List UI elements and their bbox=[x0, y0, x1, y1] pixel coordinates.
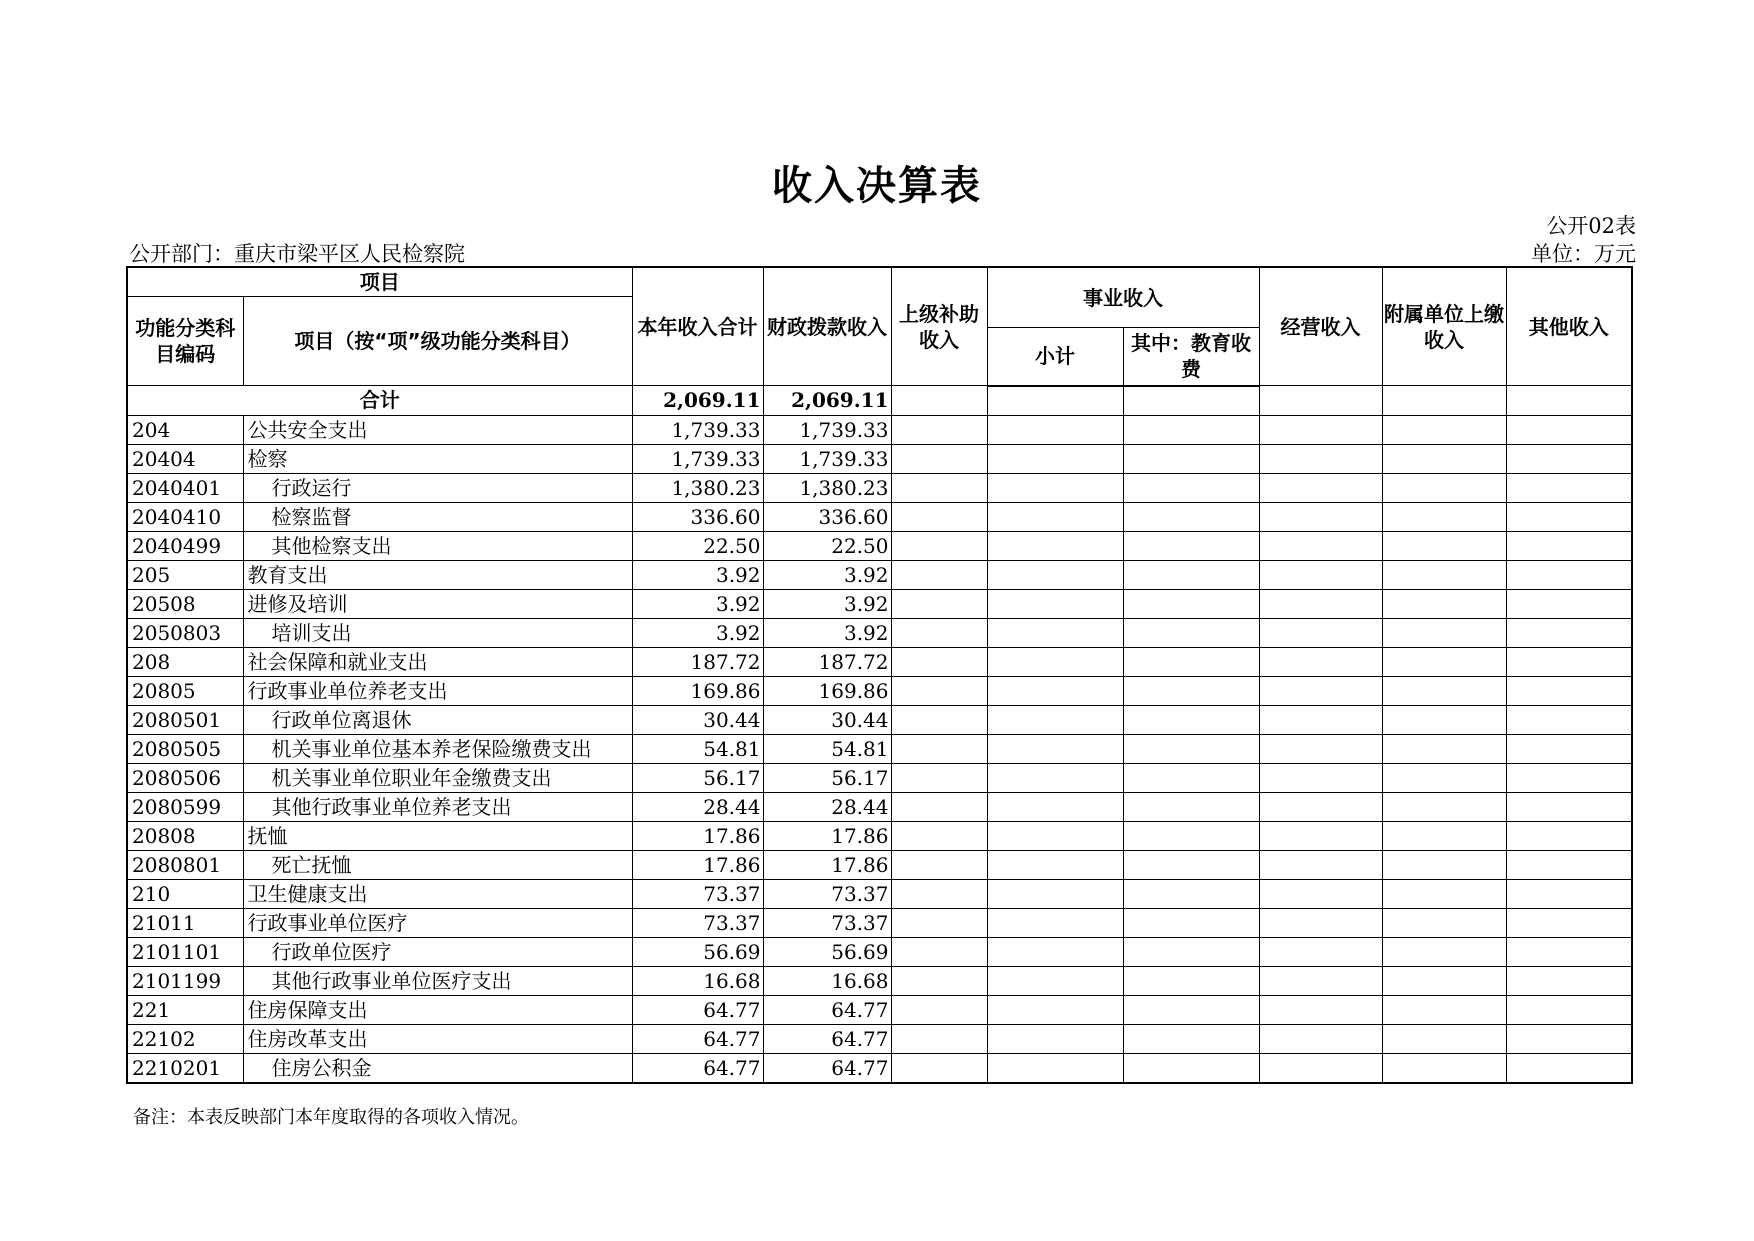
row-fiscal: 22.50 bbox=[763, 531, 891, 560]
row-code: 2080599 bbox=[127, 792, 243, 821]
empty-cell bbox=[891, 792, 987, 821]
row-fiscal: 16.68 bbox=[763, 966, 891, 995]
empty-cell bbox=[1123, 502, 1259, 531]
row-total-income: 17.86 bbox=[632, 850, 763, 879]
empty-cell bbox=[1382, 966, 1506, 995]
income-table bbox=[126, 266, 1633, 1084]
empty-cell bbox=[987, 966, 1123, 995]
empty-cell bbox=[1382, 1053, 1506, 1083]
row-name: 其他检察支出 bbox=[243, 531, 632, 560]
empty-cell bbox=[987, 705, 1123, 734]
header-total-income: 本年收入合计 bbox=[632, 267, 763, 386]
row-name: 行政单位医疗 bbox=[243, 937, 632, 966]
empty-cell bbox=[1259, 647, 1382, 676]
empty-cell bbox=[1506, 792, 1632, 821]
row-code: 2040499 bbox=[127, 531, 243, 560]
empty-cell bbox=[1123, 908, 1259, 937]
table-row bbox=[127, 792, 1632, 821]
empty-cell bbox=[891, 618, 987, 647]
row-name: 机关事业单位职业年金缴费支出 bbox=[243, 763, 632, 792]
table-row bbox=[127, 560, 1632, 589]
empty-cell bbox=[1382, 589, 1506, 618]
row-code: 20808 bbox=[127, 821, 243, 850]
total-label: 合计 bbox=[127, 386, 632, 416]
department-label: 公开部门：重庆市梁平区人民检察院 bbox=[129, 242, 465, 266]
row-total-income: 1,380.23 bbox=[632, 473, 763, 502]
header-fiscal: 财政拨款收入 bbox=[763, 267, 891, 386]
row-total-income: 28.44 bbox=[632, 792, 763, 821]
empty-cell bbox=[987, 908, 1123, 937]
empty-cell bbox=[1506, 734, 1632, 763]
empty-cell bbox=[1259, 531, 1382, 560]
empty-cell bbox=[1382, 995, 1506, 1024]
row-name: 机关事业单位基本养老保险缴费支出 bbox=[243, 734, 632, 763]
row-code: 2210201 bbox=[127, 1053, 243, 1083]
empty-cell bbox=[1506, 647, 1632, 676]
row-total-income: 73.37 bbox=[632, 879, 763, 908]
header-func-code: 功能分类科目编码 bbox=[127, 297, 243, 386]
row-fiscal: 64.77 bbox=[763, 1053, 891, 1083]
row-name: 其他行政事业单位医疗支出 bbox=[243, 966, 632, 995]
empty-cell bbox=[1382, 734, 1506, 763]
empty-cell bbox=[891, 589, 987, 618]
empty-cell bbox=[1259, 734, 1382, 763]
empty-cell bbox=[1259, 966, 1382, 995]
row-code: 2050803 bbox=[127, 618, 243, 647]
table-row bbox=[127, 850, 1632, 879]
empty-cell bbox=[1506, 502, 1632, 531]
empty-cell bbox=[1123, 937, 1259, 966]
empty-cell bbox=[1123, 386, 1259, 416]
table-row bbox=[127, 502, 1632, 531]
empty-cell bbox=[891, 734, 987, 763]
row-fiscal: 17.86 bbox=[763, 821, 891, 850]
empty-cell bbox=[987, 444, 1123, 473]
empty-cell bbox=[987, 589, 1123, 618]
empty-cell bbox=[987, 386, 1123, 416]
empty-cell bbox=[1123, 966, 1259, 995]
empty-cell bbox=[987, 415, 1123, 444]
empty-cell bbox=[1123, 589, 1259, 618]
row-name: 检察 bbox=[243, 444, 632, 473]
row-name: 社会保障和就业支出 bbox=[243, 647, 632, 676]
empty-cell bbox=[987, 792, 1123, 821]
row-total-income: 3.92 bbox=[632, 589, 763, 618]
row-code: 2040401 bbox=[127, 473, 243, 502]
empty-cell bbox=[1382, 850, 1506, 879]
empty-cell bbox=[1259, 444, 1382, 473]
row-name: 住房改革支出 bbox=[243, 1024, 632, 1053]
empty-cell bbox=[1506, 560, 1632, 589]
empty-cell bbox=[1259, 502, 1382, 531]
empty-cell bbox=[987, 1053, 1123, 1083]
empty-cell bbox=[1382, 705, 1506, 734]
empty-cell bbox=[1123, 850, 1259, 879]
empty-cell bbox=[1506, 1024, 1632, 1053]
table-row bbox=[127, 415, 1632, 444]
row-fiscal: 1,739.33 bbox=[763, 415, 891, 444]
empty-cell bbox=[1123, 1024, 1259, 1053]
row-total-income: 56.69 bbox=[632, 937, 763, 966]
row-fiscal: 17.86 bbox=[763, 850, 891, 879]
empty-cell bbox=[1506, 937, 1632, 966]
empty-cell bbox=[1382, 415, 1506, 444]
empty-cell bbox=[1506, 995, 1632, 1024]
empty-cell bbox=[987, 618, 1123, 647]
row-name: 行政事业单位养老支出 bbox=[243, 676, 632, 705]
empty-cell bbox=[1259, 676, 1382, 705]
empty-cell bbox=[1259, 1053, 1382, 1083]
row-name: 行政单位离退休 bbox=[243, 705, 632, 734]
unit-label: 单位：万元 bbox=[1531, 242, 1636, 266]
row-code: 2080501 bbox=[127, 705, 243, 734]
row-total-income: 73.37 bbox=[632, 908, 763, 937]
row-code: 210 bbox=[127, 879, 243, 908]
row-code: 20404 bbox=[127, 444, 243, 473]
empty-cell bbox=[1506, 531, 1632, 560]
empty-cell bbox=[1123, 821, 1259, 850]
row-code: 205 bbox=[127, 560, 243, 589]
empty-cell bbox=[1382, 908, 1506, 937]
row-fiscal: 187.72 bbox=[763, 647, 891, 676]
empty-cell bbox=[1382, 386, 1506, 416]
empty-cell bbox=[1259, 879, 1382, 908]
empty-cell bbox=[987, 1024, 1123, 1053]
empty-cell bbox=[1382, 502, 1506, 531]
row-code: 2101199 bbox=[127, 966, 243, 995]
header-superior-subsidy: 上级补助收入 bbox=[891, 267, 987, 386]
row-code: 221 bbox=[127, 995, 243, 1024]
row-code: 2040410 bbox=[127, 502, 243, 531]
row-fiscal: 28.44 bbox=[763, 792, 891, 821]
row-name: 行政事业单位医疗 bbox=[243, 908, 632, 937]
table-row bbox=[127, 444, 1632, 473]
row-code: 204 bbox=[127, 415, 243, 444]
row-name: 住房保障支出 bbox=[243, 995, 632, 1024]
empty-cell bbox=[1259, 589, 1382, 618]
row-name: 死亡抚恤 bbox=[243, 850, 632, 879]
row-name: 行政运行 bbox=[243, 473, 632, 502]
row-code: 2080506 bbox=[127, 763, 243, 792]
table-row bbox=[127, 821, 1632, 850]
empty-cell bbox=[891, 1024, 987, 1053]
row-fiscal: 56.69 bbox=[763, 937, 891, 966]
empty-cell bbox=[1506, 908, 1632, 937]
empty-cell bbox=[891, 763, 987, 792]
row-fiscal: 64.77 bbox=[763, 1024, 891, 1053]
row-fiscal: 30.44 bbox=[763, 705, 891, 734]
row-name: 公共安全支出 bbox=[243, 415, 632, 444]
table-row bbox=[127, 734, 1632, 763]
empty-cell bbox=[1123, 560, 1259, 589]
row-code: 2101101 bbox=[127, 937, 243, 966]
empty-cell bbox=[1123, 995, 1259, 1024]
row-name: 其他行政事业单位养老支出 bbox=[243, 792, 632, 821]
empty-cell bbox=[987, 879, 1123, 908]
row-total-income: 30.44 bbox=[632, 705, 763, 734]
empty-cell bbox=[987, 763, 1123, 792]
page-title: 收入决算表 bbox=[772, 163, 982, 209]
total-row bbox=[127, 386, 1632, 416]
table-row bbox=[127, 705, 1632, 734]
empty-cell bbox=[1506, 618, 1632, 647]
row-total-income: 3.92 bbox=[632, 618, 763, 647]
empty-cell bbox=[1123, 792, 1259, 821]
empty-cell bbox=[1382, 821, 1506, 850]
row-name: 检察监督 bbox=[243, 502, 632, 531]
empty-cell bbox=[1123, 647, 1259, 676]
empty-cell bbox=[987, 502, 1123, 531]
row-fiscal: 54.81 bbox=[763, 734, 891, 763]
table-row bbox=[127, 473, 1632, 502]
empty-cell bbox=[1259, 937, 1382, 966]
row-fiscal: 64.77 bbox=[763, 995, 891, 1024]
empty-cell bbox=[1382, 531, 1506, 560]
empty-cell bbox=[891, 705, 987, 734]
empty-cell bbox=[1123, 618, 1259, 647]
empty-cell bbox=[891, 444, 987, 473]
row-total-income: 187.72 bbox=[632, 647, 763, 676]
table-row bbox=[127, 908, 1632, 937]
empty-cell bbox=[891, 1053, 987, 1083]
form-code: 公开02表 bbox=[1546, 214, 1636, 238]
row-total-income: 1,739.33 bbox=[632, 444, 763, 473]
empty-cell bbox=[1506, 705, 1632, 734]
empty-cell bbox=[891, 531, 987, 560]
empty-cell bbox=[987, 734, 1123, 763]
row-name: 卫生健康支出 bbox=[243, 879, 632, 908]
row-total-income: 1,739.33 bbox=[632, 415, 763, 444]
table-row bbox=[127, 995, 1632, 1024]
table-row bbox=[127, 966, 1632, 995]
row-fiscal: 3.92 bbox=[763, 560, 891, 589]
table-row bbox=[127, 676, 1632, 705]
header-education-fee: 其中：教育收费 bbox=[1123, 328, 1259, 386]
empty-cell bbox=[1123, 705, 1259, 734]
empty-cell bbox=[891, 937, 987, 966]
empty-cell bbox=[1259, 908, 1382, 937]
header-operating-income: 经营收入 bbox=[1259, 267, 1382, 386]
row-total-income: 54.81 bbox=[632, 734, 763, 763]
total-income-total: 2,069.11 bbox=[632, 386, 763, 416]
empty-cell bbox=[987, 473, 1123, 502]
row-fiscal: 73.37 bbox=[763, 879, 891, 908]
empty-cell bbox=[1506, 879, 1632, 908]
header-item-name: 项目（按“项”级功能分类科目） bbox=[243, 297, 632, 386]
empty-cell bbox=[987, 531, 1123, 560]
empty-cell bbox=[1506, 821, 1632, 850]
empty-cell bbox=[1382, 879, 1506, 908]
empty-cell bbox=[1506, 444, 1632, 473]
empty-cell bbox=[987, 560, 1123, 589]
table-note: 备注：本表反映部门本年度取得的各项收入情况。 bbox=[133, 1107, 529, 1128]
table-row bbox=[127, 879, 1632, 908]
empty-cell bbox=[1123, 531, 1259, 560]
row-total-income: 64.77 bbox=[632, 1024, 763, 1053]
row-name: 抚恤 bbox=[243, 821, 632, 850]
empty-cell bbox=[987, 676, 1123, 705]
empty-cell bbox=[1259, 995, 1382, 1024]
empty-cell bbox=[1506, 589, 1632, 618]
header-project: 项目 bbox=[127, 267, 632, 297]
empty-cell bbox=[987, 850, 1123, 879]
row-code: 21011 bbox=[127, 908, 243, 937]
row-total-income: 17.86 bbox=[632, 821, 763, 850]
empty-cell bbox=[1382, 473, 1506, 502]
empty-cell bbox=[1123, 763, 1259, 792]
row-total-income: 64.77 bbox=[632, 995, 763, 1024]
empty-cell bbox=[1382, 676, 1506, 705]
row-fiscal: 169.86 bbox=[763, 676, 891, 705]
row-fiscal: 3.92 bbox=[763, 618, 891, 647]
empty-cell bbox=[1259, 415, 1382, 444]
empty-cell bbox=[1259, 763, 1382, 792]
row-name: 进修及培训 bbox=[243, 589, 632, 618]
empty-cell bbox=[1382, 792, 1506, 821]
header-business-income: 事业收入 bbox=[987, 267, 1259, 328]
empty-cell bbox=[891, 473, 987, 502]
empty-cell bbox=[1259, 792, 1382, 821]
row-code: 20805 bbox=[127, 676, 243, 705]
row-name: 培训支出 bbox=[243, 618, 632, 647]
empty-cell bbox=[1506, 966, 1632, 995]
empty-cell bbox=[891, 415, 987, 444]
row-code: 2080505 bbox=[127, 734, 243, 763]
row-total-income: 169.86 bbox=[632, 676, 763, 705]
row-total-income: 64.77 bbox=[632, 1053, 763, 1083]
empty-cell bbox=[1123, 879, 1259, 908]
empty-cell bbox=[1123, 473, 1259, 502]
header-subtotal: 小计 bbox=[987, 328, 1123, 386]
empty-cell bbox=[891, 821, 987, 850]
empty-cell bbox=[1382, 1024, 1506, 1053]
empty-cell bbox=[987, 995, 1123, 1024]
empty-cell bbox=[891, 647, 987, 676]
row-total-income: 56.17 bbox=[632, 763, 763, 792]
table-row bbox=[127, 937, 1632, 966]
row-code: 208 bbox=[127, 647, 243, 676]
empty-cell bbox=[891, 995, 987, 1024]
empty-cell bbox=[891, 502, 987, 531]
row-fiscal: 1,380.23 bbox=[763, 473, 891, 502]
empty-cell bbox=[891, 676, 987, 705]
empty-cell bbox=[1382, 444, 1506, 473]
header-affiliated-income: 附属单位上缴收入 bbox=[1382, 267, 1506, 386]
row-fiscal: 73.37 bbox=[763, 908, 891, 937]
empty-cell bbox=[1123, 1053, 1259, 1083]
empty-cell bbox=[1259, 473, 1382, 502]
empty-cell bbox=[1382, 560, 1506, 589]
empty-cell bbox=[987, 821, 1123, 850]
row-code: 22102 bbox=[127, 1024, 243, 1053]
header-other-income: 其他收入 bbox=[1506, 267, 1632, 386]
empty-cell bbox=[1506, 473, 1632, 502]
row-total-income: 22.50 bbox=[632, 531, 763, 560]
empty-cell bbox=[987, 937, 1123, 966]
empty-cell bbox=[1259, 1024, 1382, 1053]
row-fiscal: 1,739.33 bbox=[763, 444, 891, 473]
table-row bbox=[127, 589, 1632, 618]
empty-cell bbox=[1259, 821, 1382, 850]
row-total-income: 3.92 bbox=[632, 560, 763, 589]
row-name: 教育支出 bbox=[243, 560, 632, 589]
row-total-income: 336.60 bbox=[632, 502, 763, 531]
row-total-income: 16.68 bbox=[632, 966, 763, 995]
empty-cell bbox=[1506, 415, 1632, 444]
empty-cell bbox=[1506, 386, 1632, 416]
empty-cell bbox=[891, 850, 987, 879]
empty-cell bbox=[1123, 734, 1259, 763]
table-row bbox=[127, 763, 1632, 792]
empty-cell bbox=[1123, 415, 1259, 444]
empty-cell bbox=[1259, 560, 1382, 589]
table-row bbox=[127, 1053, 1632, 1083]
empty-cell bbox=[1506, 763, 1632, 792]
empty-cell bbox=[987, 647, 1123, 676]
empty-cell bbox=[1259, 386, 1382, 416]
table-row bbox=[127, 531, 1632, 560]
empty-cell bbox=[1382, 647, 1506, 676]
row-fiscal: 3.92 bbox=[763, 589, 891, 618]
empty-cell bbox=[891, 966, 987, 995]
empty-cell bbox=[1259, 618, 1382, 647]
empty-cell bbox=[1259, 850, 1382, 879]
table-row bbox=[127, 618, 1632, 647]
total-fiscal-total: 2,069.11 bbox=[763, 386, 891, 416]
row-fiscal: 336.60 bbox=[763, 502, 891, 531]
empty-cell bbox=[1506, 850, 1632, 879]
table-row bbox=[127, 1024, 1632, 1053]
empty-cell bbox=[1506, 676, 1632, 705]
empty-cell bbox=[891, 386, 987, 416]
row-code: 20508 bbox=[127, 589, 243, 618]
empty-cell bbox=[1382, 618, 1506, 647]
empty-cell bbox=[891, 879, 987, 908]
row-name: 住房公积金 bbox=[243, 1053, 632, 1083]
empty-cell bbox=[891, 560, 987, 589]
table-row bbox=[127, 647, 1632, 676]
empty-cell bbox=[1123, 444, 1259, 473]
empty-cell bbox=[1506, 1053, 1632, 1083]
empty-cell bbox=[891, 908, 987, 937]
row-code: 2080801 bbox=[127, 850, 243, 879]
empty-cell bbox=[1382, 937, 1506, 966]
empty-cell bbox=[1259, 705, 1382, 734]
empty-cell bbox=[1382, 763, 1506, 792]
row-fiscal: 56.17 bbox=[763, 763, 891, 792]
empty-cell bbox=[1123, 676, 1259, 705]
